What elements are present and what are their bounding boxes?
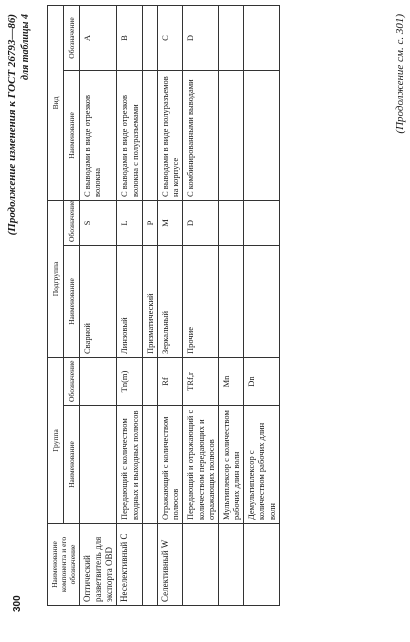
- table-row: [183, 5, 219, 605]
- kind-name-cell: С выводами в виде отрезков волокна: [80, 70, 117, 200]
- table-header-row: [48, 5, 64, 605]
- component-cell: Неселективный C: [117, 524, 142, 606]
- kind-name-cell: С комбинированными выводами: [183, 70, 219, 200]
- header-group-name: Наименование: [64, 406, 80, 524]
- header-subgroup: Подгруппа: [48, 200, 64, 357]
- page-number: 300: [12, 595, 23, 612]
- component-cell: [183, 524, 219, 606]
- kind-code-cell: [244, 5, 280, 70]
- component-cell: [142, 524, 157, 606]
- subgroup-name-cell: Сварной: [80, 246, 117, 358]
- kind-name-cell: [244, 70, 280, 200]
- group-code-cell: TRf,r: [183, 358, 219, 406]
- kind-name-cell: С выводами в виде отрезков волокна с полуразъемами: [117, 70, 142, 200]
- group-code-cell: [80, 358, 117, 406]
- subgroup-code-cell: L: [117, 200, 142, 245]
- header-group-code: Обозначение: [64, 358, 80, 406]
- kind-code-cell: [142, 5, 157, 70]
- component-cell: Селективный W: [157, 524, 182, 606]
- table-row: [117, 5, 142, 605]
- group-name-cell: Передающий и отражающий с количеством передающих и отражающих полюсов: [183, 406, 219, 524]
- group-code-cell: Mn: [218, 358, 243, 406]
- kind-name-cell: [218, 70, 243, 200]
- footer-continuation: (Продолжение см. с. 301): [394, 14, 406, 134]
- header-subgroup-name: Наименование: [64, 246, 80, 358]
- group-name-cell: [80, 406, 117, 524]
- table-row: [142, 5, 157, 605]
- group-name-cell: Мультиплексор с количеством рабочих длин волн: [218, 406, 243, 524]
- table-row: [218, 5, 243, 605]
- subgroup-code-cell: [218, 200, 243, 245]
- kind-name-cell: С выводами в виде полуразъемов на корпусе: [157, 70, 182, 200]
- group-name-cell: [142, 406, 157, 524]
- header-component: Наименование компонента и его обозначение: [48, 524, 80, 606]
- group-name-cell: Демультиплексор с количеством рабочих длин волн: [244, 406, 280, 524]
- subgroup-name-cell: Линзовый: [117, 246, 142, 358]
- group-code-cell: Tn(m): [117, 358, 142, 406]
- group-code-cell: Rf: [157, 358, 182, 406]
- table-row: [244, 5, 280, 605]
- subgroup-code-cell: D: [183, 200, 219, 245]
- component-cell: [244, 524, 280, 606]
- header-kind-code: Обозначение: [64, 5, 80, 70]
- subgroup-name-cell: Зеркальный: [157, 246, 182, 358]
- kind-code-cell: [218, 5, 243, 70]
- table-subheader-row: [64, 5, 80, 605]
- classification-table: [47, 5, 280, 606]
- subgroup-code-cell: [244, 200, 280, 245]
- subgroup-name-cell: [218, 246, 243, 358]
- subgroup-name-cell: Призматический: [142, 246, 157, 358]
- group-name-cell: Отражающий с количеством полюсов: [157, 406, 182, 524]
- header-group: Группа: [48, 358, 64, 524]
- kind-code-cell: B: [117, 5, 142, 70]
- header-kind: Вид: [48, 5, 64, 200]
- kind-code-cell: A: [80, 5, 117, 70]
- header-kind-name: Наименование: [64, 70, 80, 200]
- header-subgroup-code: Обозначение: [64, 200, 80, 245]
- header-table-ref: для таблицы 4: [20, 14, 31, 80]
- table-row: [157, 5, 182, 605]
- subgroup-name-cell: [244, 246, 280, 358]
- kind-code-cell: D: [183, 5, 219, 70]
- kind-name-cell: [142, 70, 157, 200]
- subgroup-name-cell: Прочие: [183, 246, 219, 358]
- component-cell: [218, 524, 243, 606]
- group-code-cell: [142, 358, 157, 406]
- subgroup-code-cell: S: [80, 200, 117, 245]
- group-code-cell: Dn: [244, 358, 280, 406]
- header-continuation: (Продолжение изменения к ГОСТ 26793—86): [6, 14, 18, 236]
- table-row: [80, 5, 117, 605]
- component-cell: Оптический разветвитель для экспорта ОВD: [80, 524, 117, 606]
- group-name-cell: Передающий с количеством входных и выходных полюсов: [117, 406, 142, 524]
- subgroup-code-cell: P: [142, 200, 157, 245]
- subgroup-code-cell: M: [157, 200, 182, 245]
- kind-code-cell: C: [157, 5, 182, 70]
